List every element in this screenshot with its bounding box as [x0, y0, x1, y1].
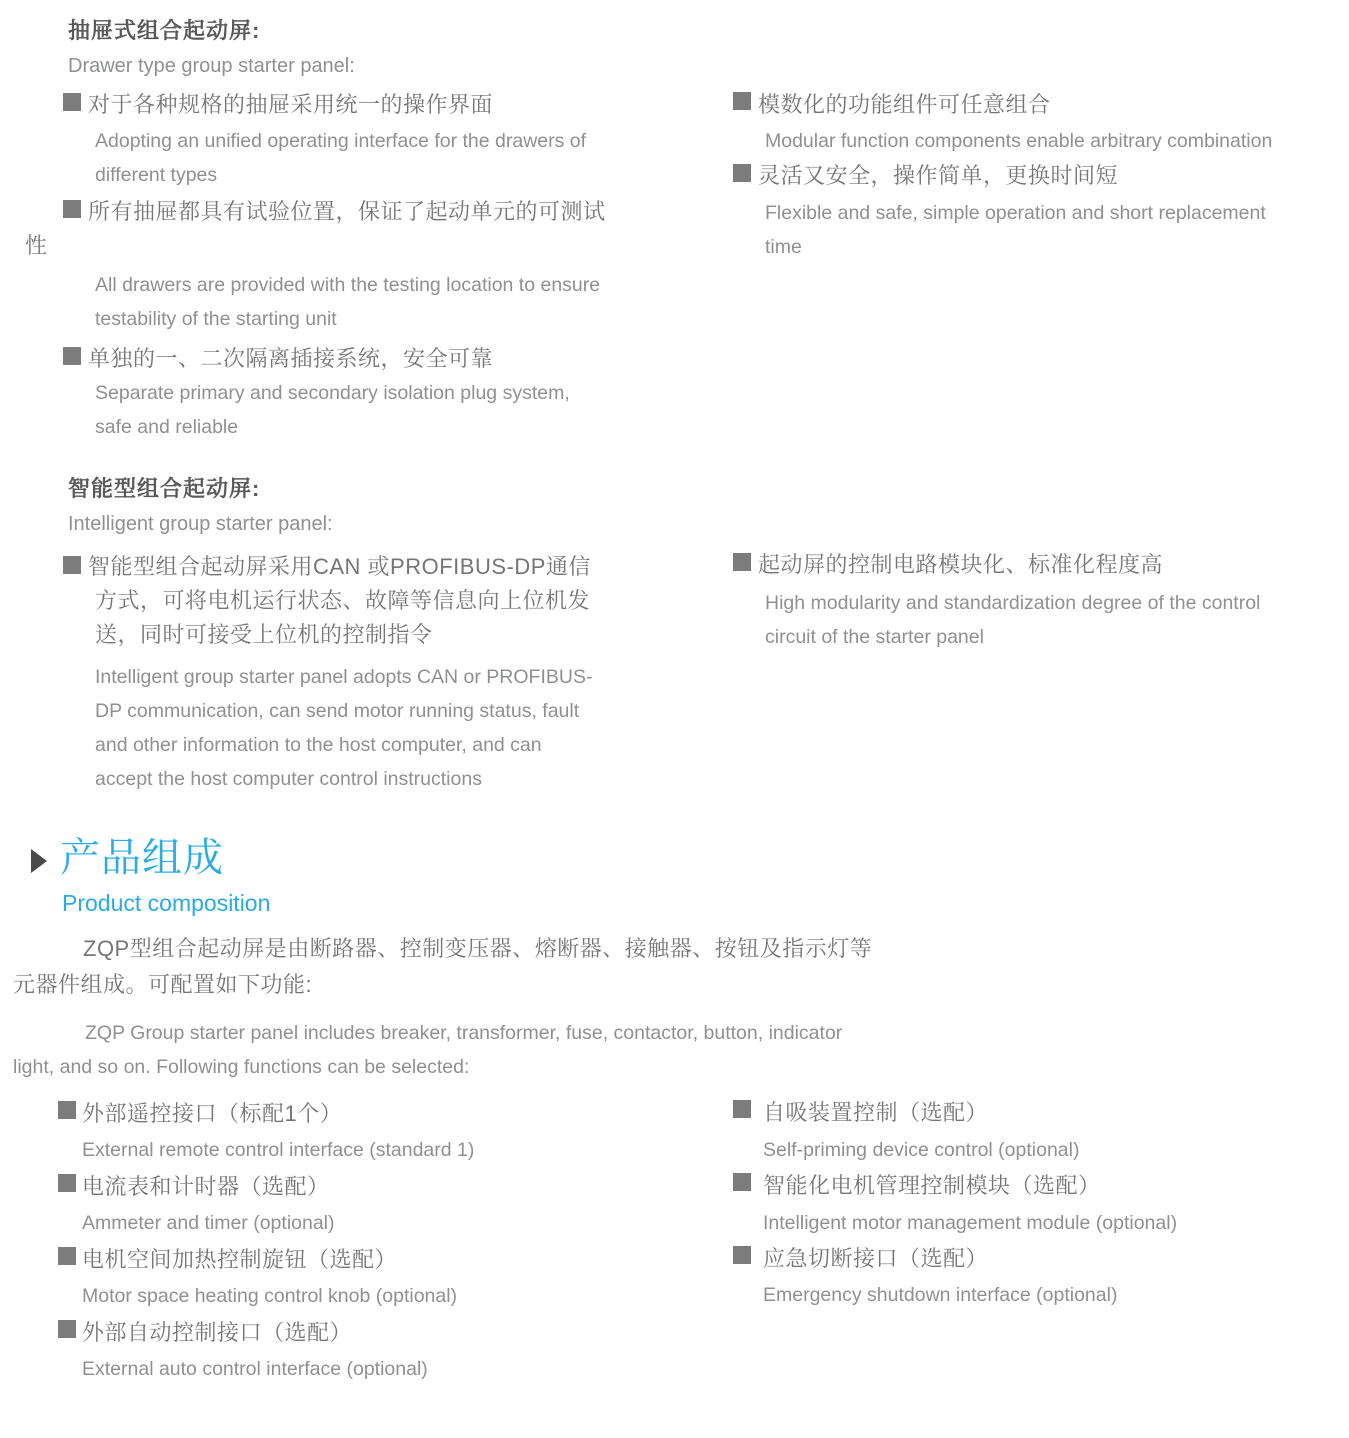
bullet-text-en: and other information to the host computer, and can: [95, 734, 542, 756]
bullet-text-en: All drawers are provided with the testing location to ensure: [95, 274, 601, 296]
bullet-text-en: Flexible and safe, simple operation and short replacement: [765, 202, 1266, 224]
composition-paragraph-en: ZQP Group starter panel includes breaker, transformer, fuse, contactor, button, indicator: [85, 1022, 843, 1044]
feature-text-en: Ammeter and timer (optional): [82, 1212, 335, 1234]
bullet-text-zh: 方式，可将电机运行状态、故障等信息向上位机发: [95, 588, 591, 613]
feature-text-en: Emergency shutdown interface (optional): [763, 1284, 1118, 1306]
bullet-text-en: High modularity and standardization degree of the control: [765, 592, 1261, 614]
intelligent-section-title-zh: 智能型组合起动屏:: [68, 476, 261, 501]
bullet-text-en: accept the host computer control instructions: [95, 768, 482, 790]
bullet-text-en: safe and reliable: [95, 416, 239, 438]
bullet-text-zh-wrap: 性: [25, 233, 48, 258]
feature-text-zh: 电机空间加热控制旋钮（选配）: [82, 1247, 398, 1272]
bullet-square-icon: [733, 553, 751, 571]
feature-text-en: External remote control interface (standard 1): [82, 1139, 475, 1161]
bullet-square-icon: [58, 1101, 76, 1119]
bullet-square-icon: [63, 93, 81, 111]
bullet-text-en: Adopting an unified operating interface for the drawers of: [95, 130, 587, 152]
feature-text-zh: 电流表和计时器（选配）: [82, 1174, 330, 1199]
bullet-square-icon: [58, 1174, 76, 1192]
bullet-text-en: Separate primary and secondary isolation plug system,: [95, 382, 570, 404]
bullet-text-zh: 灵活又安全，操作简单，更换时间短: [758, 163, 1119, 188]
bullet-text-en: Modular function components enable arbitrary combination: [765, 130, 1273, 152]
feature-text-zh: 外部自动控制接口（选配）: [82, 1320, 353, 1345]
bullet-text-zh: 所有抽屉都具有试验位置，保证了起动单元的可测试: [88, 199, 606, 224]
bullet-square-icon: [733, 92, 751, 110]
bullet-text-en: testability of the starting unit: [95, 308, 337, 330]
feature-text-zh: 外部遥控接口（标配1个）: [82, 1101, 343, 1126]
drawer-section-title-en: Drawer type group starter panel:: [68, 55, 355, 77]
bullet-text-zh: 对于各种规格的抽屉采用统一的操作界面: [88, 92, 494, 117]
bullet-square-icon: [58, 1247, 76, 1265]
bullet-square-icon: [733, 1173, 751, 1191]
bullet-square-icon: [733, 1246, 751, 1264]
bullet-square-icon: [63, 556, 81, 574]
feature-text-zh: 应急切断接口（选配）: [763, 1246, 989, 1271]
bullet-text-zh: 起动屏的控制电路模块化、标准化程度高: [758, 552, 1164, 577]
bullet-square-icon: [63, 347, 81, 365]
bullet-square-icon: [733, 164, 751, 182]
feature-text-zh: 智能化电机管理控制模块（选配）: [763, 1173, 1101, 1198]
feature-text-en: Motor space heating control knob (optional): [82, 1285, 458, 1307]
bullet-square-icon: [733, 1100, 751, 1118]
bullet-text-zh: 送，同时可接受上位机的控制指令: [95, 622, 433, 647]
bullet-text-en: circuit of the starter panel: [765, 626, 984, 648]
bullet-text-en: Intelligent group starter panel adopts CAN or PROFIBUS-: [95, 666, 593, 688]
drawer-section-title-zh: 抽屉式组合起动屏:: [68, 18, 261, 43]
bullet-square-icon: [63, 200, 81, 218]
composition-paragraph-zh: 元器件组成。可配置如下功能:: [13, 972, 313, 997]
composition-paragraph-zh: ZQP型组合起动屏是由断路器、控制变压器、熔断器、接触器、按钮及指示灯等: [83, 936, 873, 961]
bullet-square-icon: [58, 1320, 76, 1338]
feature-text-zh: 自吸装置控制（选配）: [763, 1100, 989, 1125]
bullet-text-zh: 模数化的功能组件可任意组合: [758, 92, 1051, 117]
feature-text-en: Intelligent motor management module (optional): [763, 1212, 1178, 1234]
feature-text-en: External auto control interface (optional): [82, 1358, 428, 1380]
bullet-text-en: different types: [95, 164, 218, 186]
bullet-text-zh: 智能型组合起动屏采用CAN 或PROFIBUS-DP通信: [88, 554, 591, 579]
feature-text-en: Self-priming device control (optional): [763, 1139, 1080, 1161]
intelligent-section-title-en: Intelligent group starter panel:: [68, 513, 333, 535]
composition-paragraph-en: light, and so on. Following functions can be selected:: [13, 1056, 470, 1078]
composition-title-en: Product composition: [62, 890, 271, 916]
bullet-text-en: DP communication, can send motor running status, fault: [95, 700, 580, 722]
bullet-text-en: time: [765, 236, 802, 258]
arrow-right-icon: [31, 849, 47, 873]
bullet-text-zh: 单独的一、二次隔离插接系统，安全可靠: [88, 346, 494, 371]
composition-title-zh: 产品组成: [60, 836, 224, 880]
